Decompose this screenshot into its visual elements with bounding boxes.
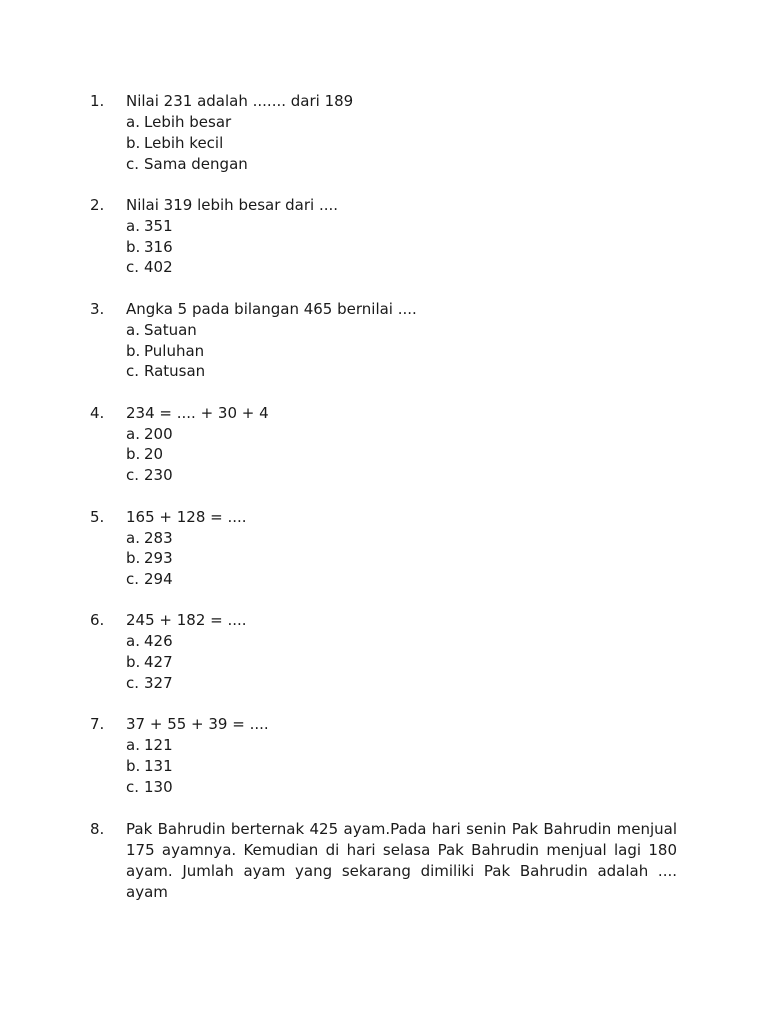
option-text: Lebih besar <box>144 113 232 131</box>
question-text: Nilai 231 adalah ....... dari 189 <box>126 92 354 110</box>
answer-option <box>126 652 677 673</box>
option-letter: b. <box>126 237 141 256</box>
option-text: 427 <box>144 653 173 672</box>
option-text: 131 <box>144 757 173 776</box>
option-letter: a. <box>126 736 140 755</box>
option-text: 283 <box>144 528 173 547</box>
option-letter: a. <box>126 528 140 547</box>
question-item <box>90 299 677 382</box>
option-text: 200 <box>144 424 173 443</box>
question-text: 165 + 128 = .... <box>126 507 247 526</box>
answer-option <box>126 133 677 154</box>
question-item <box>90 610 677 693</box>
option-letter: c. <box>126 258 140 277</box>
answer-option <box>126 361 677 382</box>
option-text: 130 <box>144 777 173 796</box>
option-letter: b. <box>126 133 141 152</box>
answer-option <box>126 777 677 798</box>
option-text: Sama dengan <box>144 154 248 173</box>
option-text: Satuan <box>144 320 197 339</box>
answer-option <box>126 320 677 341</box>
question-number: 3. <box>90 299 105 318</box>
option-letter: a. <box>126 216 140 235</box>
question-list <box>90 91 677 923</box>
option-text: 351 <box>144 216 173 235</box>
option-letter: c. <box>126 154 140 173</box>
question-item <box>90 91 677 174</box>
option-letter: c. <box>126 570 140 589</box>
answer-option <box>126 112 677 133</box>
option-text: 402 <box>144 258 173 277</box>
question-text: Pak Bahrudin berternak 425 ayam.Pada hari senin Pak Bahrudin menjual 175 ayamnya. Kemudian di hari selasa Pak Bahrudin menjual lagi 180 ayam. Jumlah ayam yang sekarang dimiliki Pak Bahrudin adalah .... ayam <box>126 819 677 901</box>
option-text: 426 <box>144 632 173 651</box>
question-item <box>90 507 677 590</box>
option-text: 121 <box>144 736 173 755</box>
answer-option <box>126 341 677 362</box>
question-item <box>90 403 677 486</box>
question-number: 1. <box>90 92 105 110</box>
option-letter: c. <box>126 466 140 485</box>
option-text: Lebih kecil <box>144 133 224 152</box>
answer-option <box>126 569 677 590</box>
question-number: 5. <box>90 507 105 526</box>
option-letter: b. <box>126 757 141 776</box>
option-letter: c. <box>126 362 140 381</box>
question-number: 8. <box>90 819 105 838</box>
question-item <box>90 195 677 278</box>
answer-option <box>126 548 677 569</box>
option-text: Puluhan <box>144 341 205 360</box>
option-letter: c. <box>126 674 140 693</box>
answer-option <box>126 673 677 694</box>
question-number: 6. <box>90 611 105 630</box>
answer-option <box>126 216 677 237</box>
answer-option <box>126 237 677 258</box>
option-text: 294 <box>144 570 173 589</box>
option-letter: b. <box>126 445 141 464</box>
option-letter: a. <box>126 632 140 651</box>
option-text: Ratusan <box>144 362 206 381</box>
question-number: 4. <box>90 403 105 422</box>
question-text: 245 + 182 = .... <box>126 611 247 630</box>
answer-option <box>126 756 677 777</box>
question-item <box>90 714 677 797</box>
answer-option <box>126 257 677 278</box>
answer-option <box>126 735 677 756</box>
option-text: 230 <box>144 466 173 485</box>
option-text: 20 <box>144 445 164 464</box>
option-letter: a. <box>126 113 140 131</box>
option-letter: a. <box>126 424 140 443</box>
option-text: 316 <box>144 237 173 256</box>
question-text: 37 + 55 + 39 = .... <box>126 715 269 734</box>
question-item <box>90 819 677 903</box>
answer-option <box>126 465 677 486</box>
question-text: Angka 5 pada bilangan 465 bernilai .... <box>126 299 417 318</box>
answer-option <box>126 424 677 445</box>
answer-option <box>126 154 677 175</box>
option-letter: b. <box>126 549 141 568</box>
answer-option <box>126 631 677 652</box>
question-number: 7. <box>90 715 105 734</box>
option-text: 327 <box>144 674 173 693</box>
answer-option <box>126 528 677 549</box>
option-text: 293 <box>144 549 173 568</box>
option-letter: a. <box>126 320 140 339</box>
question-text: Nilai 319 lebih besar dari .... <box>126 195 339 214</box>
question-number: 2. <box>90 195 105 214</box>
option-letter: b. <box>126 341 141 360</box>
option-letter: c. <box>126 777 140 796</box>
answer-option <box>126 444 677 465</box>
option-letter: b. <box>126 653 141 672</box>
question-text: 234 = .... + 30 + 4 <box>126 403 269 422</box>
